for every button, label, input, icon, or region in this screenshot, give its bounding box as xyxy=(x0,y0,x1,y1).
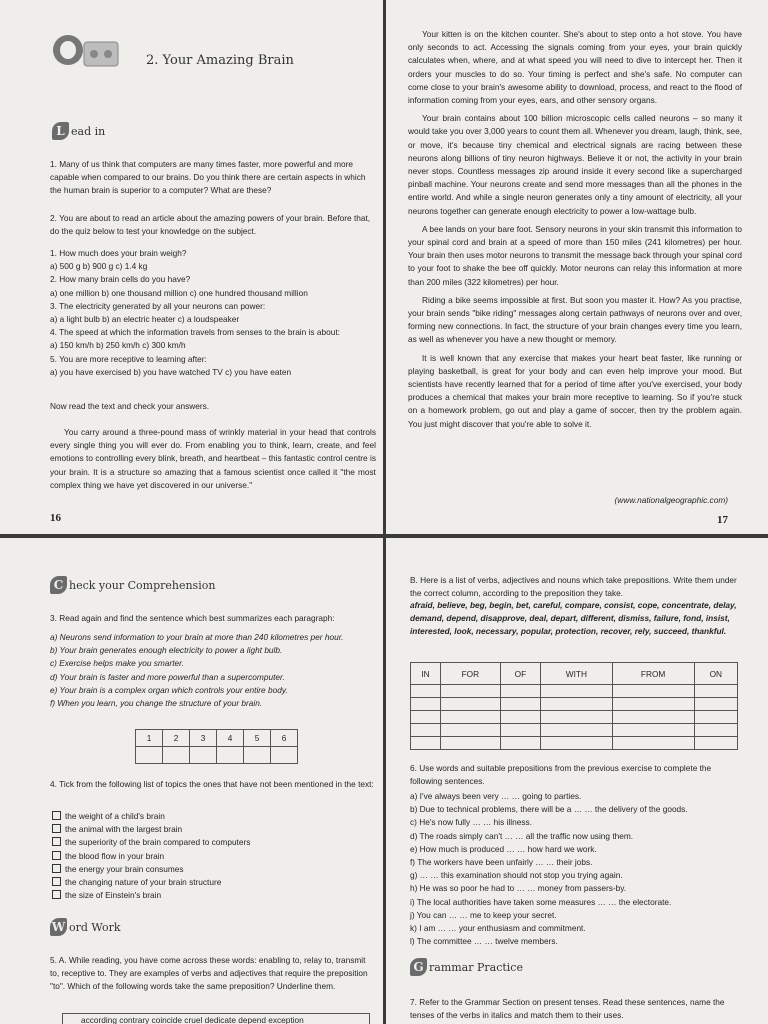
question-7: 7. Refer to the Grammar Section on present tenses. Read these sentences, name the tenses of the verbs in italics and match them to their uses. xyxy=(410,997,725,1021)
quiz xyxy=(50,247,376,379)
checkbox[interactable] xyxy=(52,890,61,899)
question-6-items xyxy=(410,790,750,948)
prep-header-on: ON xyxy=(694,663,737,685)
question-3-options xyxy=(50,631,366,710)
answer-cell[interactable] xyxy=(190,747,217,764)
sentence-item: i) The local authorities have taken some measures … … the electorate. xyxy=(410,896,672,907)
checklist-item xyxy=(52,889,250,902)
quiz-line: 3. The electricity generated by all your neurons can power: xyxy=(50,300,266,311)
prep-cell[interactable] xyxy=(694,737,737,750)
quiz-line: a) a light bulb b) an electric heater c) a loudspeaker xyxy=(50,314,240,325)
checklist-label: the superiority of the brain compared to computers xyxy=(65,837,251,848)
preposition-table xyxy=(410,662,738,750)
table-header-cell: 1 xyxy=(136,730,163,747)
prep-header-with: WITH xyxy=(541,663,613,685)
table-header-cell: 6 xyxy=(271,730,298,747)
lead-in-badge: L xyxy=(52,122,69,140)
sentence-item: k) I am … … your enthusiasm and commitment. xyxy=(410,923,586,934)
page-number-17: 17 xyxy=(717,514,728,526)
question-6: 6. Use words and suitable prepositions from the previous exercise to complete the following sentences. xyxy=(410,763,712,787)
prep-header-for: FOR xyxy=(441,663,501,685)
prep-cell[interactable] xyxy=(411,711,441,724)
sentence-item: a) I've always been very … … going to parties. xyxy=(410,791,582,801)
grammar-badge: G xyxy=(410,958,427,976)
quiz-line: 5. You are more receptive to learning after: xyxy=(50,353,207,364)
checkbox[interactable] xyxy=(52,864,61,873)
grammar-heading-text: rammar Practice xyxy=(429,960,523,974)
prep-cell[interactable] xyxy=(612,698,694,711)
prep-cell[interactable] xyxy=(612,724,694,737)
word-badge: W xyxy=(51,920,66,934)
answer-cell[interactable] xyxy=(217,747,244,764)
article-paragraph: It is well known that any exercise that makes your heart beat faster, like running or playing basketball, is great for your body and can even help improve your mood. But scientists have recently learned that for a period of time after you've exercised, your body produces a chemical that makes your brain more receptive to learning. So if you're stuck on a homework problem, go out and play a game of soccer, then try the problem again. You just might discover that you're able to solve it. xyxy=(408,352,742,429)
article-body xyxy=(408,28,742,431)
checklist-label: the animal with the largest brain xyxy=(65,824,183,835)
checkbox[interactable] xyxy=(52,837,61,846)
question-3: 3. Read again and find the sentence which best summarizes each paragraph: xyxy=(50,613,335,623)
option-line: e) Your brain is a complex organ which controls your entire body. xyxy=(50,684,288,695)
article-paragraph-1: You carry around a three-pound mass of wrinkly material in your head that controls every single thing you will ever do. From enabling you to think, learn, create, and feel emotions to controlling every blink, breath, and heartbeat – this fantastic control centre is your brain. It is a structure so amazing that a famous scientist once called it "the most complex thing we have yet discovered in our universe." xyxy=(50,427,376,490)
checklist-label: the weight of a child's brain xyxy=(65,811,165,821)
prep-cell[interactable] xyxy=(612,737,694,750)
page-bottom-left xyxy=(0,538,383,1024)
article-paragraph: A bee lands on your bare foot. Sensory neurons in your skin transmit this information to your spinal cord and brain at a speed of more than 150 miles (241 kilometres) per hour. Your brain then uses motor neurons to transmit the message back through your spinal cord to your foot to shake the bee off quickly. Motor neurons can relay this information at more than 200 miles (322 kilometres) per hour. xyxy=(408,223,742,287)
table-header-cell: 2 xyxy=(163,730,190,747)
prep-cell[interactable] xyxy=(441,737,501,750)
article-paragraph: Riding a bike seems impossible at first. But soon you master it. How? As you practise, your brain sends "bike riding" messages along certain pathways of neurons over and over, forming new connections. In fact, the structure of your brain changes every time you learn, as well as whenever you have a new thought or memory. xyxy=(408,294,742,345)
prep-cell[interactable] xyxy=(694,685,737,698)
checkbox[interactable] xyxy=(52,824,61,833)
prep-cell[interactable] xyxy=(694,724,737,737)
word-heading-text: ord Work xyxy=(69,920,121,934)
prep-cell[interactable] xyxy=(441,711,501,724)
quiz-line: a) 150 km/h b) 250 km/h c) 300 km/h xyxy=(50,340,186,351)
prep-header-from: FROM xyxy=(612,663,694,685)
prep-cell[interactable] xyxy=(694,711,737,724)
sentence-item: g) … … this examination should not stop you trying again. xyxy=(410,870,623,881)
article-paragraph: Your brain contains about 100 billion microscopic cells called neurons – so many it would take you over 3,000 years to count them all. Whenever you dream, laugh, think, see, or move, it's because tiny chemical and electrical signals are racing between these neurons along billions of tiny neuron highways. Believe it or not, the activity in your brain never stops. Countless messages zip around inside it every second like a supercharged pinball machine. Your neurons create and send more messages than all the phones in the entire world. And while a single neuron generates only a tiny amount of electricity, all your neurons together can generate enough electricity to power a low-wattage bulb. xyxy=(408,113,742,216)
prep-cell[interactable] xyxy=(612,685,694,698)
option-line: c) Exercise helps make you smarter. xyxy=(50,658,184,669)
sentence-item: j) You can … … me to keep your secret. xyxy=(410,909,557,920)
sentence-item: c) He's now fully … … his illness. xyxy=(410,817,532,828)
prep-cell[interactable] xyxy=(541,724,613,737)
sentence-item: f) The workers have been unfairly … … their jobs. xyxy=(410,857,593,868)
check-badge: C xyxy=(50,576,67,594)
answer-cell[interactable] xyxy=(136,747,163,764)
chapter-logo-icon xyxy=(50,32,122,72)
prep-cell[interactable] xyxy=(694,698,737,711)
quiz-line: a) 500 g b) 900 g c) 1.4 kg xyxy=(50,261,148,272)
prep-cell[interactable] xyxy=(411,698,441,711)
prep-cell[interactable] xyxy=(500,737,540,750)
question-4: 4. Tick from the following list of topics the ones that have not been mentioned in the text: xyxy=(50,779,374,789)
sentence-item: b) Due to technical problems, there will be a … … the delivery of the goods. xyxy=(410,804,688,815)
quiz-line: 1. How much does your brain weigh? xyxy=(50,248,187,258)
checkbox[interactable] xyxy=(52,851,61,860)
option-line: a) Neurons send information to your brain at more than 240 kilometres per hour. xyxy=(50,632,344,642)
answer-cell[interactable] xyxy=(271,747,298,764)
checklist-item xyxy=(52,863,250,876)
prep-cell[interactable] xyxy=(500,698,540,711)
option-line: f) When you learn, you change the structure of your brain. xyxy=(50,698,263,709)
sentence-item: l) The committee … … twelve members. xyxy=(410,936,558,947)
chapter-title: 2. Your Amazing Brain xyxy=(146,53,294,68)
prep-header-in: IN xyxy=(411,663,441,685)
checklist-item xyxy=(52,850,250,863)
checklist-item xyxy=(52,836,250,849)
question-2: 2. You are about to read an article about the amazing powers of your brain. Before that, do the quiz below to test your knowledge on the subject. xyxy=(50,213,371,237)
now-read-instruction: Now read the text and check your answers. xyxy=(50,401,210,411)
quiz-line: a) one million b) one thousand million c) one hundred thousand million xyxy=(50,287,308,298)
question-5b-intro: B. Here is a list of verbs, adjectives and nouns which take prepositions. Write them under the correct column, according to the preposition they take. xyxy=(410,575,737,599)
sentence-item: e) How much is produced … … how hard we work. xyxy=(410,843,597,854)
check-heading-text: heck your Comprehension xyxy=(69,578,216,592)
sentence-item: d) The roads simply can't … … all the traffic now using them. xyxy=(410,830,634,841)
page-bottom-right xyxy=(386,538,768,1024)
checklist-item xyxy=(52,876,250,889)
lead-in-heading xyxy=(52,122,105,140)
prep-cell[interactable] xyxy=(411,685,441,698)
checkbox[interactable] xyxy=(52,811,61,820)
checklist-label: the blood flow in your brain xyxy=(65,850,165,861)
table-header-cell: 3 xyxy=(190,730,217,747)
checklist-item xyxy=(52,823,250,836)
prep-header-of: OF xyxy=(500,663,540,685)
lead-in-heading-text: ead in xyxy=(71,124,106,138)
page-number-16: 16 xyxy=(50,512,61,524)
prep-cell[interactable] xyxy=(500,724,540,737)
prep-cell[interactable] xyxy=(500,685,540,698)
prep-cell[interactable] xyxy=(441,724,501,737)
word-work-heading xyxy=(50,918,121,936)
word-box: according contrary coincide cruel dedicate depend exception xyxy=(62,1013,370,1024)
topic-checklist xyxy=(52,810,250,902)
checklist-item xyxy=(52,810,250,823)
prep-cell[interactable] xyxy=(441,698,501,711)
prep-cell[interactable] xyxy=(541,737,613,750)
prep-cell[interactable] xyxy=(411,724,441,737)
question-1: 1. Many of us think that computers are many times faster, more powerful and more capable when compared to our brains. Do you think there are certain aspects in which the human brain is superior to a computer? What are these? xyxy=(50,159,366,196)
prep-cell[interactable] xyxy=(612,711,694,724)
prep-cell[interactable] xyxy=(541,698,613,711)
answer-table-q3 xyxy=(135,729,298,764)
checkbox[interactable] xyxy=(52,877,61,886)
table-header-cell: 5 xyxy=(244,730,271,747)
checklist-label: the changing nature of your brain structure xyxy=(65,877,222,888)
checklist-label: the size of Einstein's brain xyxy=(65,890,162,901)
question-5b-word-list: afraid, believe, beg, begin, bet, careful, compare, consist, cope, concentrate, delay, demand, depend, disapprove, deal, depart, different, dismiss, failure, fond, insist, interested, look, necessary, popular, protection, recover, rely, succeed, thankful. xyxy=(410,600,737,637)
quiz-line: 2. How many brain cells do you have? xyxy=(50,274,191,285)
prep-cell[interactable] xyxy=(541,685,613,698)
prep-cell[interactable] xyxy=(500,711,540,724)
prep-cell[interactable] xyxy=(441,685,501,698)
page-17 xyxy=(386,0,768,534)
question-5a: 5. A. While reading, you have come across these words: enabling to, relay to, transmit to, receptive to. They are examples of verbs and adjectives that require the preposition "to". Which of the following words take the same preposition? Underline them. xyxy=(50,955,368,992)
article-paragraph: Your kitten is on the kitchen counter. She's about to step onto a hot stove. You have only seconds to act. Accessing the signals coming from your eyes, your brain quickly calculates when, where, and at what speed you will need to dive to intercept her. Then it orders your muscles to do so. Your timing is perfect and she's safe. No computer can come close to your brain's awesome ability to download, process, and react to the flood of information coming from your eyes, ears, and other sensory organs. xyxy=(408,29,742,106)
quiz-line: 4. The speed at which the information travels from senses to the brain is about: xyxy=(50,327,340,338)
sentence-item: h) He was so poor he had to … … money from passers-by. xyxy=(410,883,627,894)
page-16 xyxy=(0,0,383,534)
answer-cell[interactable] xyxy=(244,747,271,764)
option-line: b) Your brain generates enough electricity to power a light bulb. xyxy=(50,645,283,656)
source-citation: (www.nationalgeographic.com) xyxy=(614,495,728,505)
prep-cell[interactable] xyxy=(411,737,441,750)
grammar-practice-heading xyxy=(410,958,523,976)
option-line: d) Your brain is faster and more powerful than a supercomputer. xyxy=(50,671,285,682)
checklist-label: the energy your brain consumes xyxy=(65,863,184,874)
answer-cell[interactable] xyxy=(163,747,190,764)
check-comprehension-heading xyxy=(50,576,215,594)
table-header-cell: 4 xyxy=(217,730,244,747)
prep-cell[interactable] xyxy=(541,711,613,724)
quiz-line: a) you have exercised b) you have watched TV c) you have eaten xyxy=(50,366,292,377)
